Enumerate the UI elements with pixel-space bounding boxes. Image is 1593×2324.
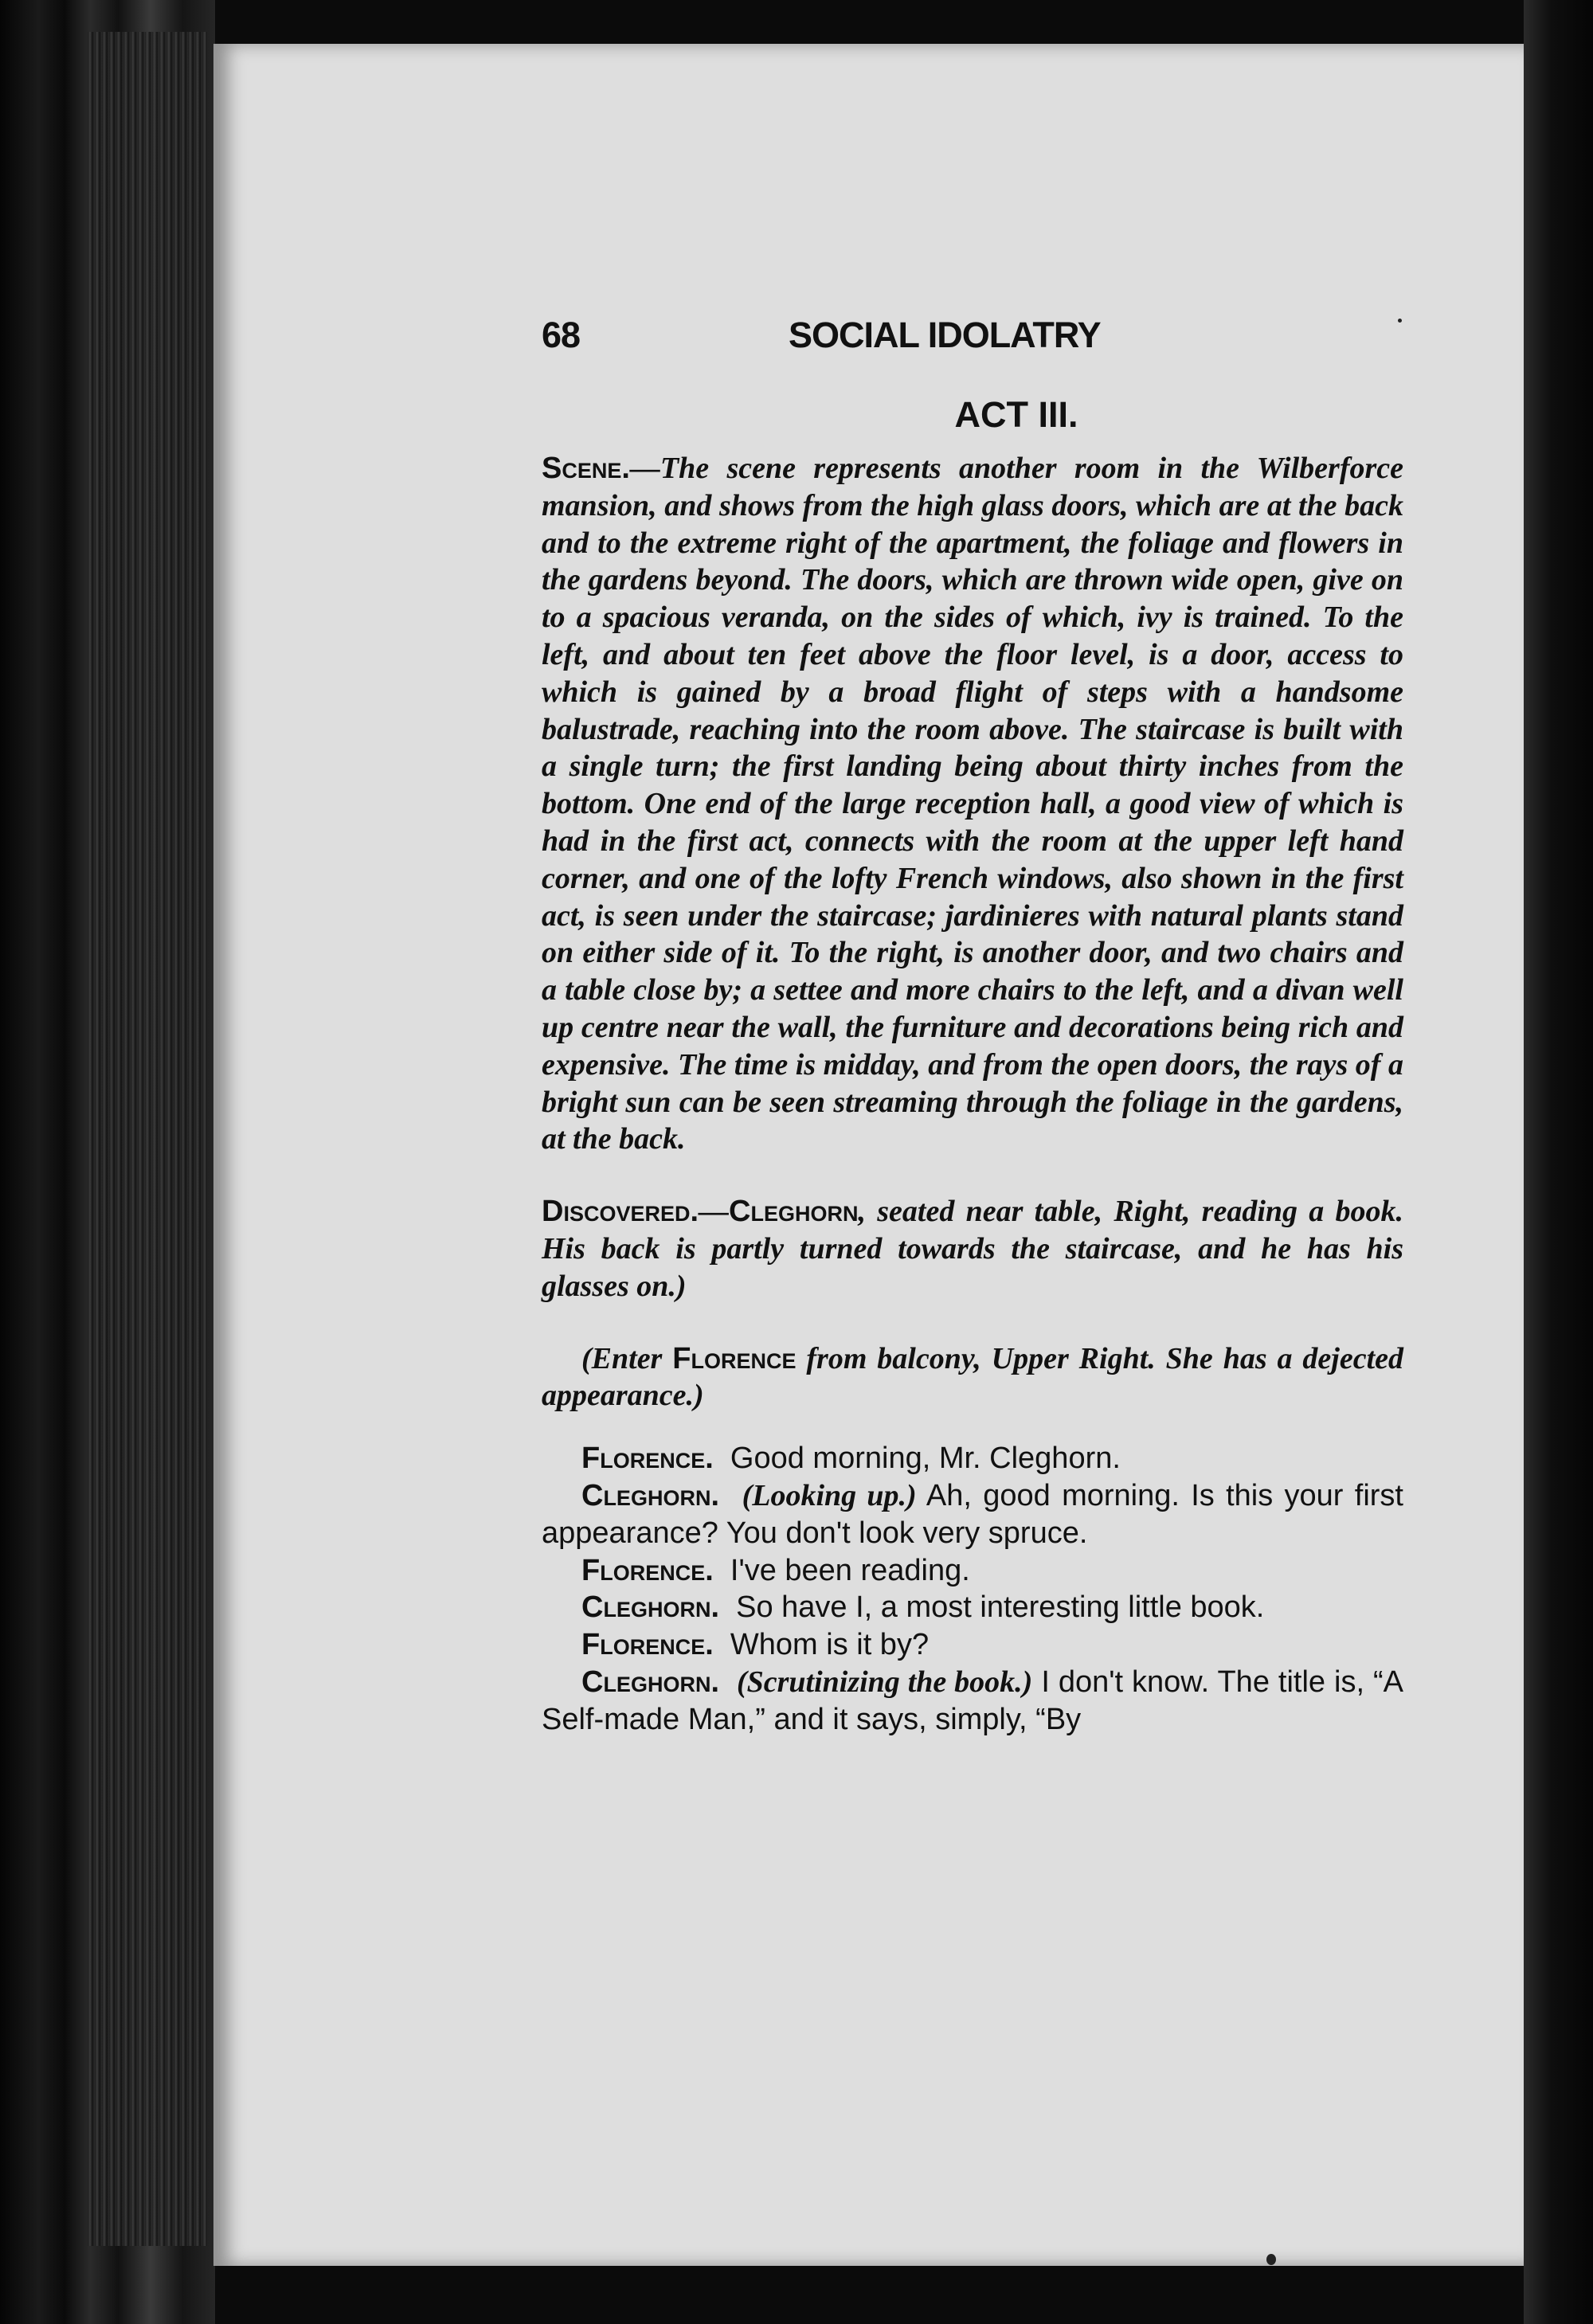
scan-speck <box>1266 2254 1276 2265</box>
speech-text: I've been reading. <box>730 1553 970 1587</box>
speech-text: So have I, a most interesting little book. <box>736 1590 1265 1625</box>
dialogue-line <box>542 1440 1403 1477</box>
discovered-direction <box>542 1193 1403 1305</box>
stage-direction: (Scrutinizing the book.) <box>736 1665 1033 1699</box>
discovered-dash: — <box>699 1195 730 1229</box>
dialogue <box>542 1440 1403 1738</box>
discovered-label: Discovered. <box>542 1195 699 1229</box>
entrance-name: Florence <box>672 1341 796 1375</box>
speaker-name: Florence. <box>581 1553 714 1587</box>
speaker-name: Cleghorn. <box>581 1590 719 1625</box>
speech-text: Ah, good morning. Is this your first appearance? You don't look very spruce. <box>542 1478 1403 1550</box>
speaker-name: Florence. <box>581 1628 714 1662</box>
running-header <box>542 315 1403 362</box>
dialogue-line <box>542 1477 1403 1552</box>
speaker-name: Cleghorn. <box>581 1665 719 1699</box>
entrance-direction <box>542 1340 1403 1415</box>
dialogue-line <box>542 1589 1403 1626</box>
speaker-name: Cleghorn. <box>581 1478 719 1512</box>
speaker-name: Florence. <box>581 1442 714 1476</box>
speech-text: I don't know. The title is, “A Self-made Man,” and it says, simply, “By <box>542 1665 1403 1736</box>
page-text <box>542 315 1403 1739</box>
scene-description <box>542 450 1403 1158</box>
discovered-text: , seated near table, Right, reading a book. His back is partly turned towards the staircase, and he has his glasses on.) <box>542 1195 1403 1303</box>
stage-direction: (Looking up.) <box>742 1478 917 1512</box>
running-title: SOCIAL IDOLATRY <box>789 315 1101 355</box>
speech-text: Whom is it by? <box>730 1628 930 1662</box>
scene-text: —The scene represents another room in the Wilberforce mansion, and shows from the high glass doors, which are at the back and to the extreme right of the apartment, the foliage and flowers in the gardens beyond. The doors, which are thrown wide open, give on to a spacious veranda, on the sides of which, ivy is trained. To the left, and about ten feet above the floor level, is a door, access to which is gained by a broad flight of steps with a handsome balustrade, reaching into the room above. The staircase is built with a single turn; the first landing being about thirty inches from the bottom. One end of the large reception hall, a good view of which is had in the first act, connects with the room at the upper left hand corner, and one of the lofty French windows, also shown in the first act, is seen under the staircase; jardinieres with natural plants stand on either side of it. To the right, is another door, and two chairs and a table close by; a settee and more chairs to the left, and a divan well up centre near the wall, the furniture and decorations being rich and expensive. The time is midday, and from the open doors, the rays of a bright sun can be seen streaming through the foliage in the gardens, at the back. <box>542 452 1403 1156</box>
entrance-post: from balcony, Upper Right. She has a dejected appearance.) <box>542 1341 1403 1413</box>
page-number: 68 <box>542 315 581 355</box>
scene-label: Scene. <box>542 452 630 485</box>
dialogue-line <box>542 1626 1403 1664</box>
dialogue-line <box>542 1552 1403 1590</box>
speech-text: Good morning, Mr. Cleghorn. <box>730 1442 1121 1476</box>
entrance-pre: (Enter <box>581 1341 673 1375</box>
scan-right-edge <box>1524 0 1593 2324</box>
dialogue-line <box>542 1664 1403 1739</box>
act-title: ACT III. <box>954 394 1078 435</box>
scan-speck <box>1398 319 1402 323</box>
discovered-name: Cleghorn <box>729 1195 859 1229</box>
book-binding-edge <box>88 32 207 2246</box>
